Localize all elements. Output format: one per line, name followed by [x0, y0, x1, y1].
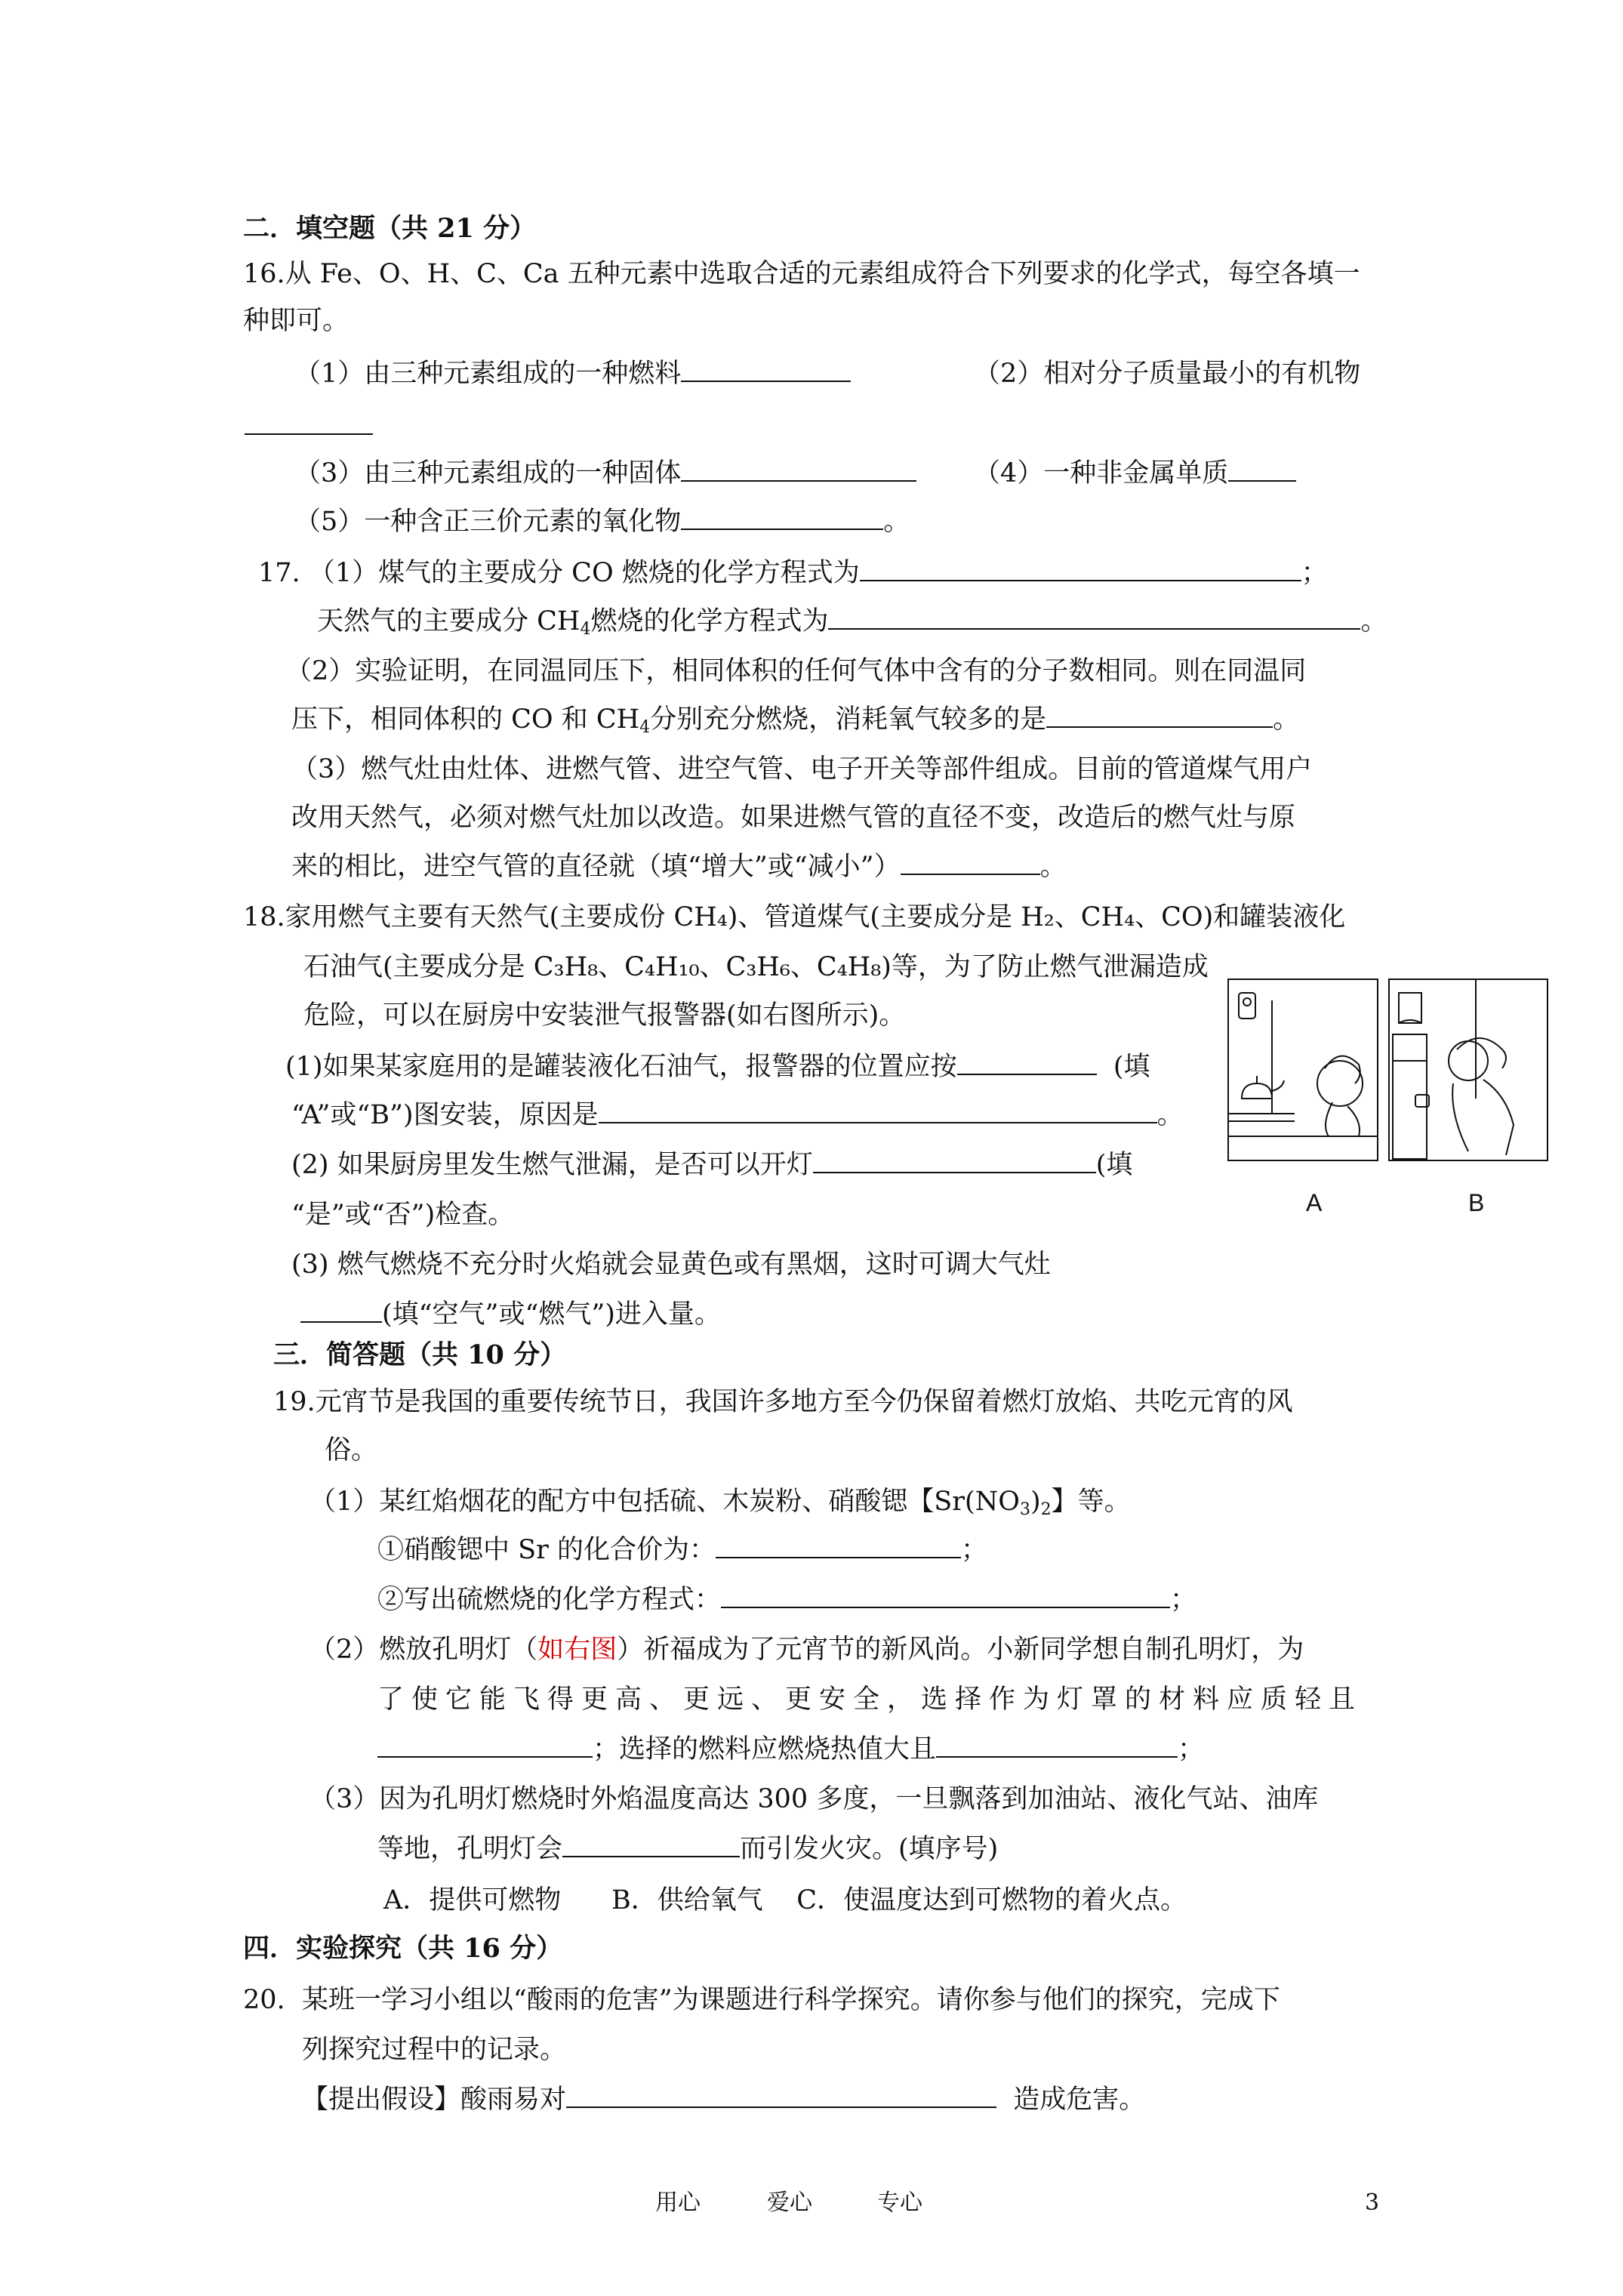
- q20-blank1[interactable]: [566, 2084, 996, 2108]
- figure-label-a: A: [1306, 1189, 1323, 1216]
- footer-motto-3: 专心: [877, 2190, 922, 2216]
- q18-line3: 危险，可以在厨房中安装泄气报警器(如右图所示)。: [303, 1000, 906, 1031]
- q19-blank4[interactable]: [936, 1734, 1178, 1758]
- q18-line5: “A”或“B”)图安装，原因是 。: [291, 1100, 1184, 1130]
- figure-b-illustration: [1389, 979, 1548, 1160]
- q16-blank3[interactable]: [681, 458, 916, 482]
- q16-part3: （3）由三种元素组成的一种固体: [294, 456, 916, 491]
- q19-line6: （2）燃放孔明灯（如右图）祈福成为了元宵节的新风尚。小新同学想自制孔明灯，为: [310, 1635, 1304, 1665]
- q17-blank1[interactable]: [860, 557, 1301, 581]
- section-heading-short-answer: 三．简答题（共 10 分）: [273, 1339, 567, 1370]
- q19-line1: 19.元宵节是我国的重要传统节日，我国许多地方至今仍保留着燃灯放焰、共吃元宵的风: [273, 1387, 1293, 1417]
- page-number: 3: [1365, 2190, 1380, 2216]
- q18-line1: 18.家用燃气主要有天然气(主要成份 CH₄)、管道煤气(主要成分是 H₂、CH₄、CO)和罐装液化: [243, 902, 1346, 932]
- q18-blank1[interactable]: [957, 1051, 1097, 1075]
- q17-line6: 改用天然气，必须对燃气灶加以改造。如果进燃气管的直径不变，改造后的燃气灶与原: [291, 803, 1296, 833]
- section-heading-experiment: 四．实验探究（共 16 分）: [243, 1933, 563, 1964]
- figure-label-b: B: [1468, 1189, 1485, 1216]
- q19-options: A．提供可燃物 B．供给氧气 C．使温度达到可燃物的着火点。: [383, 1885, 1187, 1915]
- q19-line10: 等地，孔明灯会 而引发火灾。(填序号): [377, 1834, 999, 1864]
- q17-line7: 来的相比，进空气管的直径就（填“增大”或“减小”） 。: [291, 852, 1067, 882]
- q19-line2: 俗。: [325, 1435, 378, 1465]
- section-heading-fill-in: 二．填空题（共 21 分）: [243, 213, 537, 244]
- q20-line1: 20. 某班一学习小组以“酸雨的危害”为课题进行科学探究。请你参与他们的探究，完成下: [243, 1985, 1280, 2015]
- q16-blank5[interactable]: [681, 506, 883, 530]
- q19-line5: ②写出硫燃烧的化学方程式： ；: [377, 1585, 1197, 1615]
- q16-part5: （5）一种含正三价元素的氧化物 。: [294, 507, 910, 537]
- q19-line8: ；选择的燃料应燃烧热值大且 ；: [377, 1732, 1204, 1767]
- gas-alarm-kitchen-figure: [1227, 978, 1555, 1204]
- q18-line2: 石油气(主要成分是 C₃H₈、C₄H₁₀、C₃H₆、C₄H₈)等，为了防止燃气泄漏造成: [303, 952, 1209, 982]
- footer-motto-2: 爱心: [767, 2190, 812, 2216]
- q18-line6: (2) 如果厨房里发生燃气泄漏，是否可以开灯 (填: [291, 1150, 1133, 1180]
- q18-blank2[interactable]: [599, 1099, 1157, 1123]
- q17-blank4[interactable]: [901, 851, 1040, 875]
- q17-line1: 17. （1）煤气的主要成分 CO 燃烧的化学方程式为 ；: [258, 558, 1328, 588]
- q20-line2: 列探究过程中的记录。: [302, 2035, 567, 2065]
- q18-line7: “是”或“否”)检查。: [291, 1200, 515, 1230]
- q17-blank3[interactable]: [1046, 704, 1273, 728]
- q17-line4: 压下，相同体积的 CO 和 $CH_4$分别充分燃烧，消耗氧气较多的是 。: [291, 704, 1300, 737]
- q17-blank2[interactable]: [828, 606, 1360, 630]
- q19-blank3[interactable]: [377, 1734, 593, 1758]
- q18-line9: (填“空气”或“燃气”)进入量。: [300, 1297, 721, 1332]
- q19-line4: ①硝酸锶中 Sr 的化合价为： ；: [377, 1535, 987, 1565]
- q19-blank2[interactable]: [721, 1584, 1170, 1608]
- q19-line3: （1）某红焰烟花的配方中包括硫、木炭粉、硝酸锶【$Sr(NO_3)_2$】等。: [310, 1487, 1131, 1519]
- q16-blank4[interactable]: [1228, 458, 1296, 482]
- q19-line9: （3）因为孔明灯燃烧时外焰温度高达 300 多度，一旦飘落到加油站、液化气站、油库: [310, 1784, 1319, 1814]
- q17-line5: （3）燃气灶由灶体、进燃气管、进空气管、电子开关等部件组成。目前的管道煤气用户: [291, 754, 1313, 784]
- q16-part2: （2）相对分子质量最小的有机物: [974, 359, 1361, 389]
- q18-line8: (3) 燃气燃烧不充分时火焰就会显黄色或有黑烟，这时可调大气灶: [291, 1250, 1051, 1280]
- q17-line2: 天然气的主要成分 $CH_4$燃烧的化学方程式为 。: [317, 606, 1387, 639]
- q20-line3: 【提出假设】酸雨易对 造成危害。: [302, 2085, 1146, 2115]
- q19-line7: 了使它能飞得更高、更远、更安全，选择作为灯罩的材料应质轻且: [377, 1684, 1363, 1715]
- q17-line3: （2）实验证明，在同温同压下，相同体积的任何气体中含有的分子数相同。则在同温同: [285, 656, 1307, 686]
- q18-blank4[interactable]: [300, 1299, 382, 1323]
- q16-part4: （4）一种非金属单质: [974, 456, 1296, 491]
- figure-a-illustration: [1228, 979, 1378, 1160]
- q19-blank5[interactable]: [562, 1833, 740, 1857]
- q18-blank3[interactable]: [813, 1149, 1096, 1173]
- q16-stem-line2: 种即可。: [243, 306, 350, 336]
- q16-blank1[interactable]: [681, 358, 851, 382]
- q19-blank1[interactable]: [716, 1534, 961, 1558]
- q16-part1: （1）由三种元素组成的一种燃料: [294, 356, 851, 391]
- q16-stem-line1: 16.从 Fe、O、H、C、Ca 五种元素中选取合适的元素组成符合下列要求的化学式，每空各填一: [243, 259, 1360, 289]
- footer-motto-1: 用心: [655, 2190, 701, 2216]
- q18-line4: (1)如果某家庭用的是罐装液化石油气，报警器的位置应按 (填: [285, 1052, 1150, 1082]
- q16-blank2[interactable]: [245, 411, 373, 435]
